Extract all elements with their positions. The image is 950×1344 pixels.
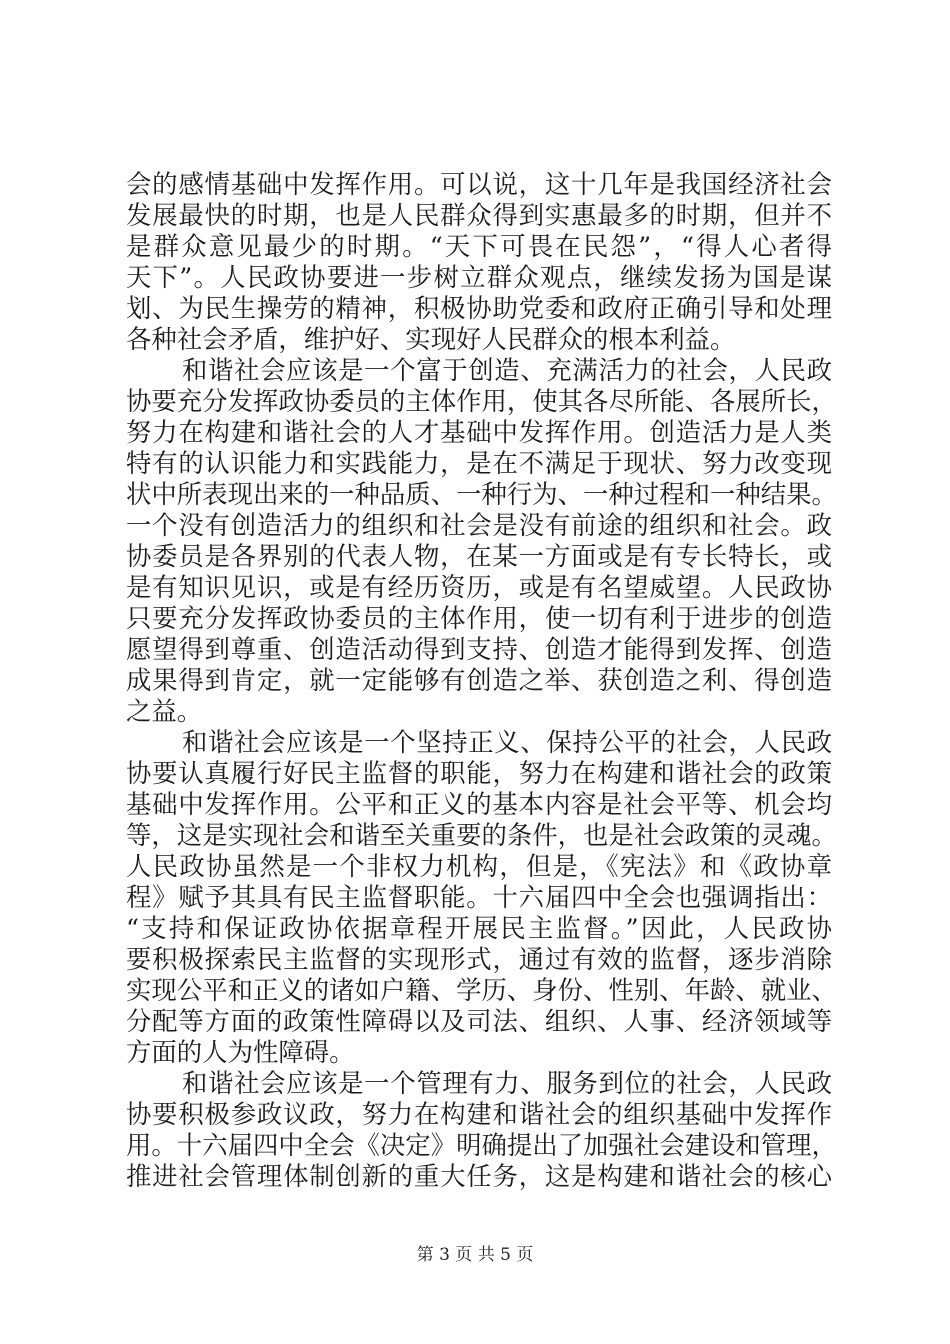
body-text: [126, 169, 837, 1192]
text-line: 划、为民生操劳的精神，积极协助党委和政府正确引导和处理: [126, 293, 832, 323]
text-line: 要积极探索民主监督的实现形式，通过有效的监督，逐步消除: [126, 944, 832, 974]
text-line: 天下”。人民政协要进一步树立群众观点，继续发扬为国是谋: [126, 262, 832, 292]
text-line: 人民政协虽然是一个非权力机构，但是，《宪法》和《政协章: [126, 851, 832, 881]
text-line: 发展最快的时期，也是人民群众得到实惠最多的时期，但并不: [126, 200, 832, 230]
text-line: 协要充分发挥政协委员的主体作用，使其各尽所能、各展所长，: [126, 386, 837, 416]
text-line: 分配等方面的政策性障碍以及司法、组织、人事、经济领域等: [126, 1006, 832, 1036]
text-line: 一个没有创造活力的组织和社会是没有前途的组织和社会。政: [126, 510, 832, 540]
text-line: 之益。: [126, 696, 203, 726]
text-line: 愿望得到尊重、创造活动得到支持、创造才能得到发挥、创造: [126, 634, 832, 664]
text-line: 是群众意见最少的时期。“天下可畏在民怨”，“得人心者得: [126, 231, 832, 261]
text-line: 协委员是各界别的代表人物，在某一方面或是有专长特长，或: [126, 541, 832, 571]
text-line: 协要认真履行好民主监督的职能，努力在构建和谐社会的政策: [126, 758, 832, 788]
text-line: 状中所表现出来的一种品质、一种行为、一种过程和一种结果。: [126, 479, 837, 509]
text-line: 努力在构建和谐社会的人才基础中发挥作用。创造活力是人类: [126, 417, 832, 447]
text-line: 和谐社会应该是一个富于创造、充满活力的社会，人民政: [182, 355, 832, 385]
text-line: 实现公平和正义的诸如户籍、学历、身份、性别、年龄、就业、: [126, 975, 837, 1005]
text-line: “支持和保证政协依据章程开展民主监督。”因此，人民政协: [126, 913, 832, 943]
text-line: 会的感情基础中发挥作用。可以说，这十几年是我国经济社会: [126, 169, 832, 199]
text-line: 成果得到肯定，就一定能够有创造之举、获创造之利、得创造: [126, 665, 832, 695]
text-line: 协要积极参政议政，努力在构建和谐社会的组织基础中发挥作: [126, 1099, 832, 1129]
text-line: 和谐社会应该是一个坚持正义、保持公平的社会，人民政: [182, 727, 832, 757]
text-line: 方面的人为性障碍。: [126, 1037, 355, 1067]
text-line: 是有知识见识，或是有经历资历，或是有名望威望。人民政协: [126, 572, 832, 602]
text-line: 程》赋予其具有民主监督职能。十六届四中全会也强调指出：: [126, 882, 832, 912]
text-line: 特有的认识能力和实践能力，是在不满足于现状、努力改变现: [126, 448, 832, 478]
text-line: 和谐社会应该是一个管理有力、服务到位的社会，人民政: [182, 1068, 832, 1098]
text-line: 等，这是实现社会和谐至关重要的条件，也是社会政策的灵魂。: [126, 820, 837, 850]
text-line: 推进社会管理体制创新的重大任务，这是构建和谐社会的核心: [126, 1161, 832, 1191]
text-line: 各种社会矛盾，维护好、实现好人民群众的根本利益。: [126, 324, 736, 354]
text-line: 只要充分发挥政协委员的主体作用，使一切有利于进步的创造: [126, 603, 832, 633]
text-line: 用。十六届四中全会《决定》明确提出了加强社会建设和管理，: [126, 1130, 837, 1160]
page-footer: 第 3 页 共 5 页: [416, 1245, 534, 1265]
text-line: 基础中发挥作用。公平和正义的基本内容是社会平等、机会均: [126, 789, 832, 819]
